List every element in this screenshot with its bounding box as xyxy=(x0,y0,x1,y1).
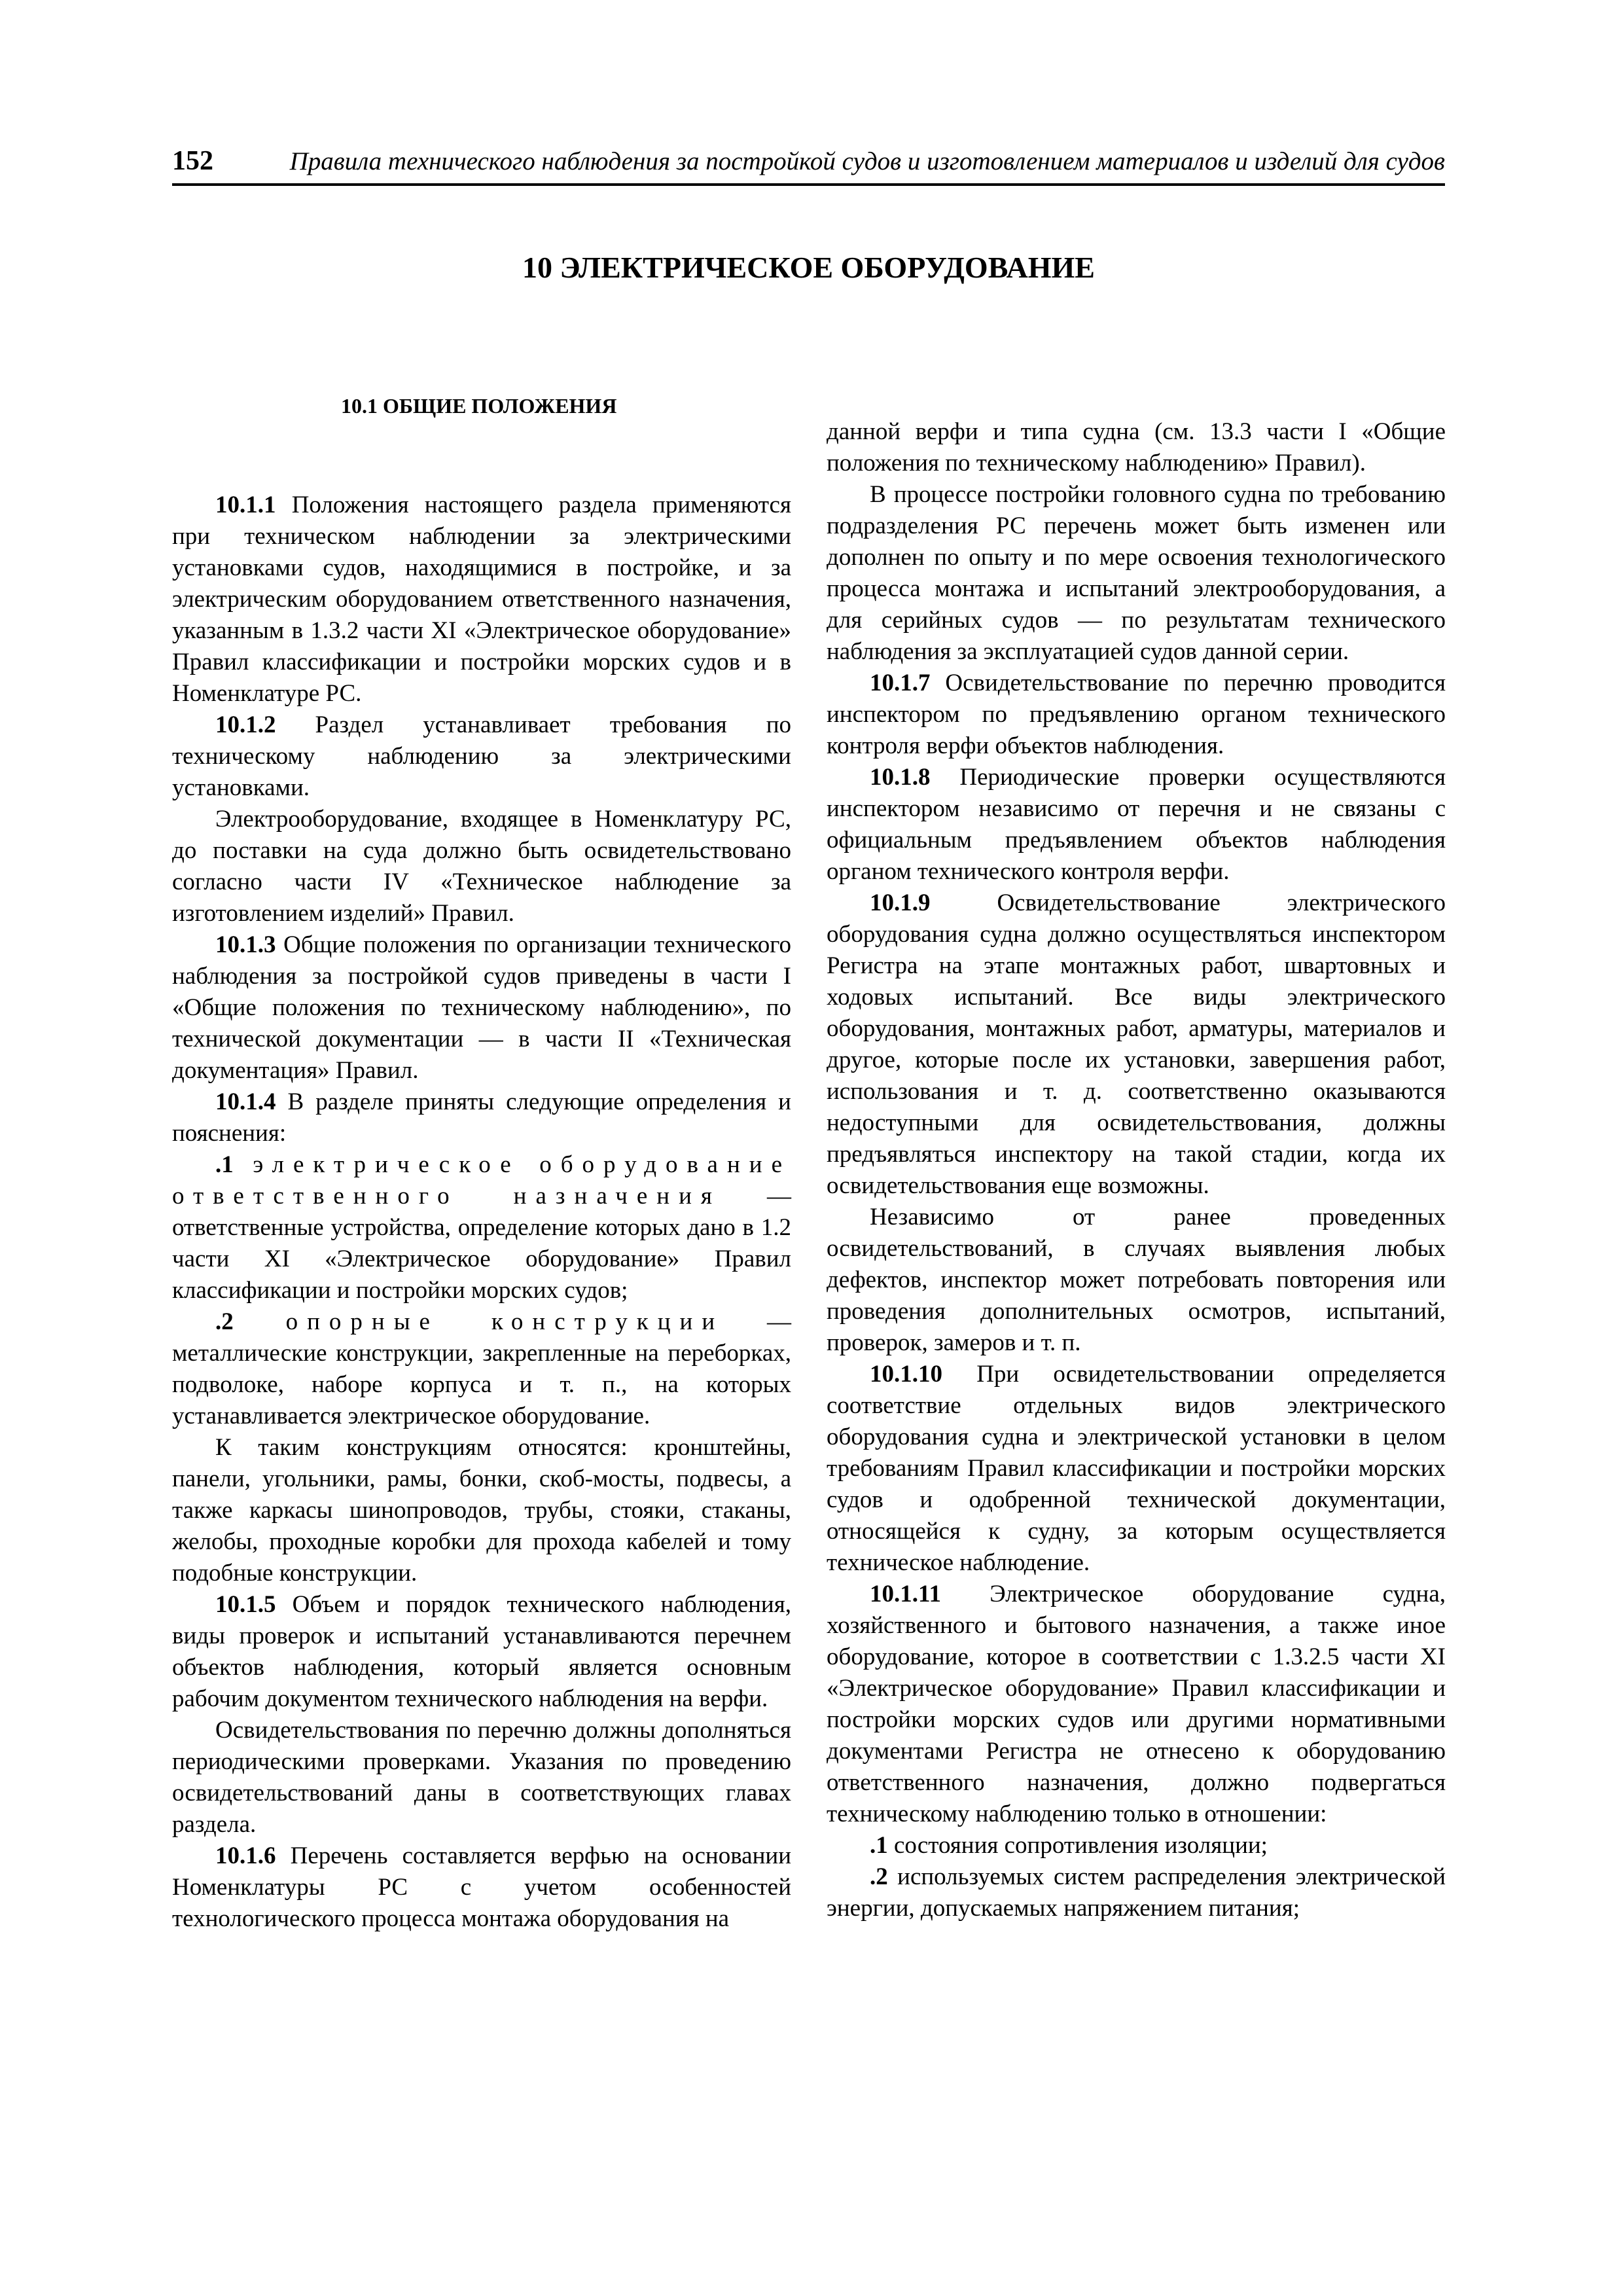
paragraph: Независимо от ранее проведенных освидетельствований, в случаях выявления любых дефектов, инспектор может потребовать повторения или проведения дополнительных осмотров, испытаний, проверок, замеров и т. п. xyxy=(827,1204,1446,1356)
paragraph xyxy=(827,1579,1446,1830)
paragraph: Освидетельствования по перечню должны дополняться периодическими проверками. Указания по проведению освидетельствований даны в соответствующих главах раздела. xyxy=(172,1717,791,1838)
paragraph-text: Объем и порядок технического наблюдения, виды проверок и испытаний устанавливаются перечнем объектов наблюдения, который является основным рабочим документом технического наблюдения на верфи. xyxy=(172,1591,791,1712)
item-number: .2 xyxy=(870,1863,888,1890)
paragraph xyxy=(172,1086,791,1149)
chapter-title: 10 ЭЛЕКТРИЧЕСКОЕ ОБОРУДОВАНИЕ xyxy=(522,251,1095,284)
paragraph xyxy=(827,668,1446,762)
defined-term: опорные конструкции xyxy=(233,1308,724,1335)
paragraph-text: состояния сопротивления изоляции; xyxy=(887,1832,1268,1859)
paragraph-text: Электрическое оборудование судна, хозяйственного и бытового назначения, а также иное оборудование, которое в соответствии с 1.3.2.5 части XI «Электрическое оборудование» Правил классификации и постройки морских судов или другими нормативными документами Регистра не отнесено к оборудованию ответственного назначения, должно подвергаться техническому наблюдению только в отношении: xyxy=(827,1581,1446,1827)
paragraph-text: Раздел устанавливает требования по техническому наблюдению за электрическими установками. xyxy=(172,711,791,801)
paragraph-text: В разделе приняты следующие определения и пояснения: xyxy=(172,1088,791,1147)
item-number: .2 xyxy=(215,1308,234,1335)
paragraph-text: При освидетельствовании определяется соответствие отдельных видов электрического оборудования судна и электрической установки в целом требованиям Правил классификации и постройки морских судов и одобренной технической документации, относящейся к судну, за которым осуществляется техническое наблюдение. xyxy=(827,1361,1446,1576)
paragraph xyxy=(172,709,791,804)
section-title: 10.1 ОБЩИЕ ПОЛОЖЕНИЯ xyxy=(341,394,617,418)
paragraph: данной верфи и типа судна (см. 13.3 части I «Общие положения по техническому наблюдению» Правил). xyxy=(827,418,1446,476)
paragraph-text: Перечень составляется верфью на основании Номенклатуры РС с учетом особенностей технологического процесса монтажа оборудования на xyxy=(172,1842,791,1932)
paragraph-text: Периодические проверки осуществляются инспектором независимо от перечня и не связаны с официальным предъявлением объектов наблюдения органом технического контроля верфи. xyxy=(827,764,1446,885)
right-column xyxy=(827,416,1446,1924)
clause-number: 10.1.2 xyxy=(215,711,276,738)
paragraph xyxy=(172,1149,791,1306)
paragraph-text: — ответственные устройства, определение которых дано в 1.2 части XI «Электрическое оборудование» Правил классификации и постройки морских судов; xyxy=(172,1183,791,1304)
item-number: .1 xyxy=(870,1832,888,1859)
paragraph xyxy=(172,490,791,709)
page-header xyxy=(172,143,1445,186)
paragraph xyxy=(172,929,791,1086)
running-title: Правила технического наблюдения за постройкой судов и изготовлением материалов и изделий для судов xyxy=(289,147,1445,175)
paragraph-text: Общие положения по организации технического наблюдения за постройкой судов приведены в части I «Общие положения по техническому наблюдению», по технической документации — в части II «Техническая документация» Правил. xyxy=(172,931,791,1084)
clause-number: 10.1.11 xyxy=(870,1581,941,1607)
paragraph xyxy=(172,1306,791,1432)
paragraph: В процессе постройки головного судна по требованию подразделения РС перечень может быть изменен или дополнен по опыту и по мере освоения технологического процесса монтажа и испытаний электрооборудования, а для серийных судов — по результатам технического наблюдения за эксплуатацией судов данной серии. xyxy=(827,481,1446,665)
paragraph: К таким конструкциям относятся: кронштейны, панели, угольники, рамы, бонки, скоб-мосты, подвесы, а также каркасы шинопроводов, трубы, стояки, стаканы, желобы, проходные коробки для прохода кабелей и тому подобные конструкции. xyxy=(172,1434,791,1587)
paragraph-text: Освидетельствование по перечню проводится инспектором по предъявлению органом технического контроля верфи объектов наблюдения. xyxy=(827,670,1446,759)
left-column xyxy=(172,390,791,1935)
paragraph xyxy=(827,1830,1446,1861)
clause-number: 10.1.7 xyxy=(870,670,931,696)
clause-number: 10.1.10 xyxy=(870,1361,942,1388)
clause-number: 10.1.4 xyxy=(215,1088,276,1115)
paragraph xyxy=(827,1359,1446,1579)
clause-number: 10.1.1 xyxy=(215,492,276,518)
clause-number: 10.1.8 xyxy=(870,764,931,791)
clause-number: 10.1.3 xyxy=(215,931,276,958)
paragraph-text: — металлические конструкции, закрепленные на переборках, подволоке, наборе корпуса и т. п., на которых устанавливается электрическое оборудование. xyxy=(172,1308,791,1429)
clause-number: 10.1.6 xyxy=(215,1842,276,1869)
paragraph xyxy=(172,1840,791,1935)
paragraph-text: Положения настоящего раздела применяются при техническом наблюдении за электрическими установками судов, находящимися в постройке, и за электрическим оборудованием ответственного назначения, указанным в 1.3.2 части XI «Электрическое оборудование» Правил классификации и постройки морских судов и в Номенклатуре РС. xyxy=(172,492,791,707)
defined-term: электрическое оборудование ответственного назначения xyxy=(172,1151,791,1210)
clause-number: 10.1.9 xyxy=(870,889,931,916)
paragraph xyxy=(827,888,1446,1202)
paragraph xyxy=(172,1589,791,1715)
clause-number: 10.1.5 xyxy=(215,1591,276,1618)
page-number: 152 xyxy=(172,146,213,176)
item-number: .1 xyxy=(215,1151,234,1178)
paragraph: Электрооборудование, входящее в Номенклатуру РС, до поставки на суда должно быть освидетельствовано согласно части IV «Техническое наблюдение за изготовлением изделий» Правил. xyxy=(172,806,791,927)
paragraph xyxy=(827,1861,1446,1924)
paragraph-text: используемых систем распределения электрической энергии, допускаемых напряжением питания; xyxy=(827,1863,1446,1922)
paragraph-text: Освидетельствование электрического оборудования судна должно осуществляться инспектором Регистра на этапе монтажных работ, швартовных и ходовых испытаний. Все виды электрического оборудования, монтажных работ, арматуры, материалов и другое, которые после их установки, завершения работ, использования и т. д. соответственно оказываются недоступными для освидетельствования, должны предъявляться инспектору на такой стадии, когда их освидетельствования еще возможны. xyxy=(827,889,1446,1199)
paragraph xyxy=(827,762,1446,888)
